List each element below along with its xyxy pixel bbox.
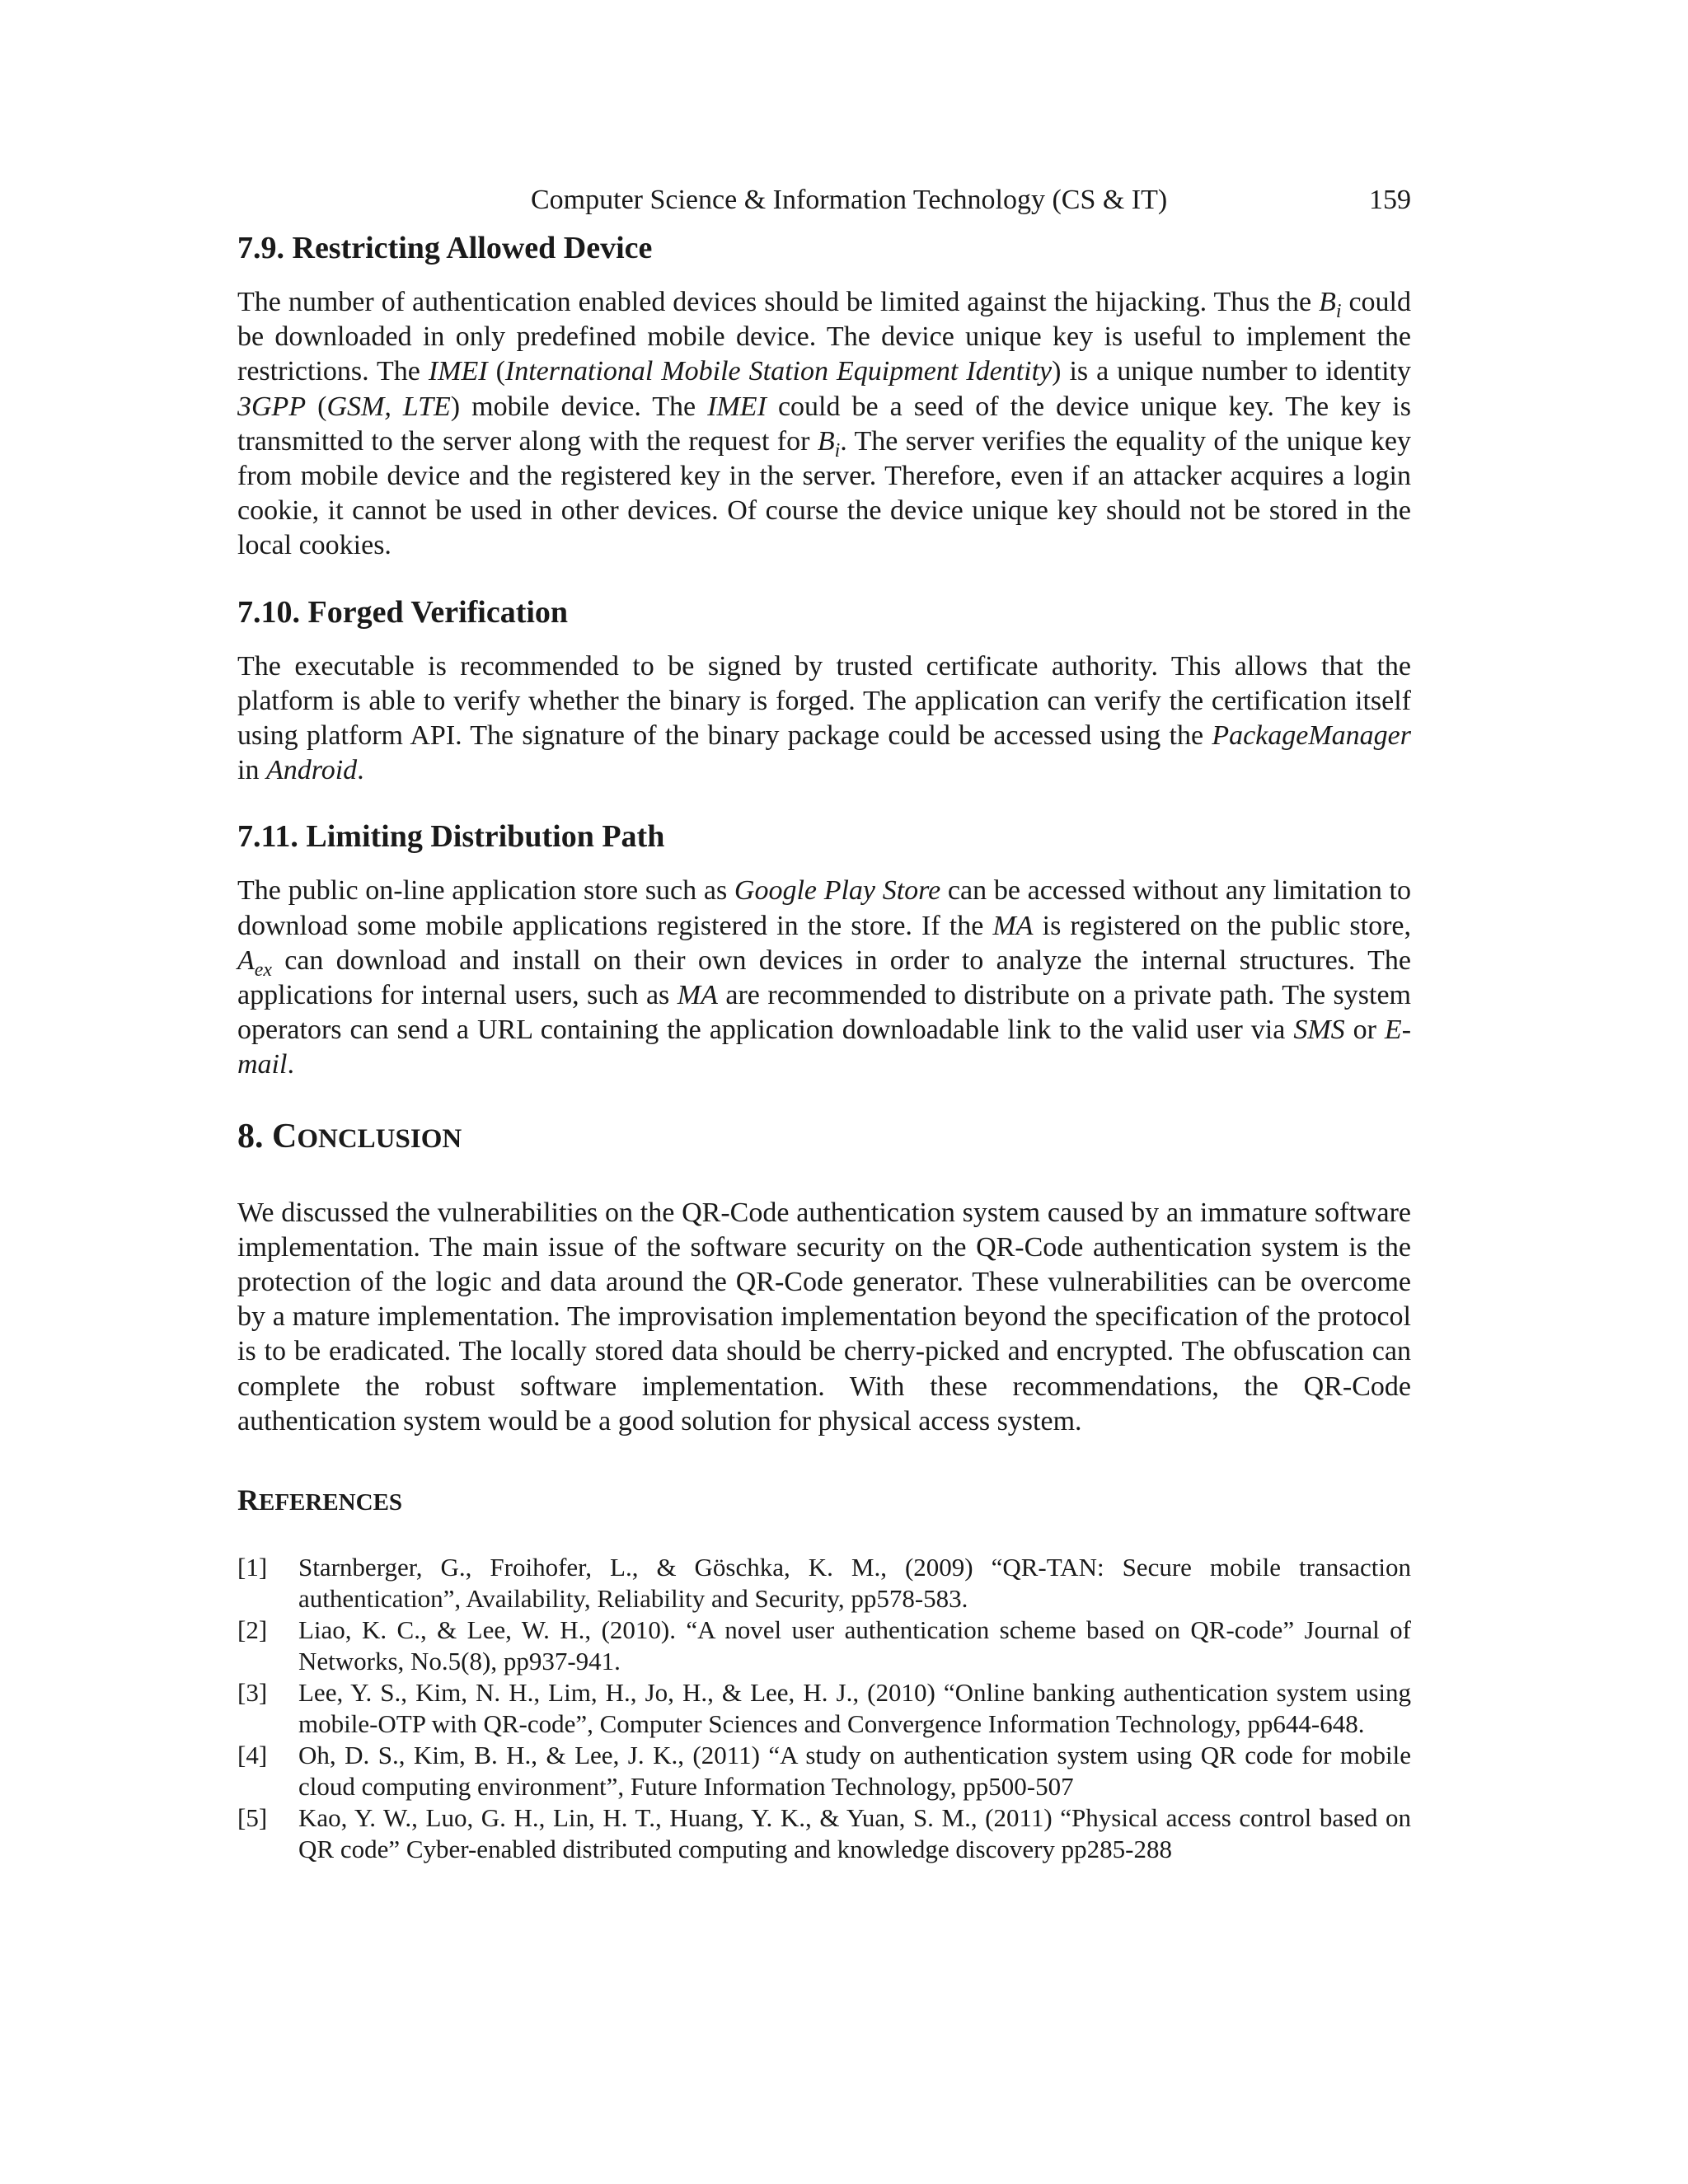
reference-item: [5] Kao, Y. W., Luo, G. H., Lin, H. T., Huang, Y. K., & Yuan, S. M., (2011) “Physical access control based on QR code” Cyber-enabled distributed computing and knowledge discovery pp285-288 — [237, 1803, 1411, 1864]
journal-name: Computer Science & Information Technology (CS & IT) — [531, 185, 1168, 215]
references-heading: REFERENCES — [237, 1483, 403, 1517]
section-heading-7-9: 7.9. Restricting Allowed Device — [237, 231, 653, 265]
running-header — [237, 180, 1411, 221]
reference-item: [1] Starnberger, G., Froihofer, L., & Göschka, K. M., (2009) “QR-TAN: Secure mobile transaction authentication”, Availability, Reliability and Security, pp578-583. — [237, 1553, 1411, 1614]
references-list — [237, 1552, 1411, 1865]
paper-page — [237, 180, 1411, 1865]
section-heading-7-11: 7.11. Limiting Distribution Path — [237, 819, 665, 855]
reference-item: [2] Liao, K. C., & Lee, W. H., (2010). “A novel user authentication scheme based on QR-code” Journal of Networks, No.5(8), pp937-941. — [237, 1615, 1411, 1676]
page-number: 159 — [1369, 185, 1411, 215]
paragraph-7-10: The executable is recommended to be signed by trusted certificate authority. This allows that the platform is able to verify whether the binary is forged. The application can verify the certification itself using platform API. The signature of the binary package could be accessed using the PackageManager in Android. — [237, 650, 1411, 786]
reference-item: [3] Lee, Y. S., Kim, N. H., Lim, H., Jo, H., & Lee, H. J., (2010) “Online banking authentication system using mobile-OTP with QR-code”, Computer Sciences and Convergence Information Technology, pp644-648. — [237, 1678, 1411, 1739]
reference-item: [4] Oh, D. S., Kim, B. H., & Lee, J. K., (2011) “A study on authentication system using QR code for mobile cloud computing environment”, Future Information Technology, pp500-507 — [237, 1741, 1411, 1802]
section-heading-7-10: 7.10. Forged Verification — [237, 594, 569, 630]
paragraph-7-9: The number of authentication enabled devices should be limited against the hijacking. Thus the $B_i$ could be downloaded in only predefined mobile device. The device unique key is useful to implement the restrictions. The IMEI (International Mobile Station Equipment Identity) is a unique number to identity 3GPP (GSM, LTE) mobile device. The IMEI could be a seed of the device unique key. The key is transmitted to the server along with the request for $B_i$. The server verifies the equality of the unique key from mobile device and the registered key in the server. Therefore, even if an attacker acquires a login cookie, it cannot be used in other devices. Of course the device unique key should not be stored in the local cookies. — [237, 287, 1411, 561]
paragraph-conclusion: We discussed the vulnerabilities on the QR-Code authentication system caused by an immature software implementation. The main issue of the software security on the QR-Code authentication system is the protection of the logic and data around the QR-Code generator. These vulnerabilities can be overcome by a mature implementation. The improvisation implementation beyond the specification of the protocol is to be eradicated. The locally stored data should be cherry-picked and encrypted. The obfuscation can complete the robust software implementation. With these recommendations, the QR-Code authentication system would be a good solution for physical access system. — [237, 1197, 1411, 1436]
paragraph-7-11: The public on-line application store such as Google Play Store can be accessed without any limitation to download some mobile applications registered in the store. If the MA is registered on the public store, $A_{ex}$ can download and install on their own devices in order to analyze the internal structures. The applications for internal users, such as MA are recommended to distribute on a private path. The system operators can send a URL containing the application downloadable link to the valid user via SMS or E-mail. — [237, 875, 1412, 1080]
section-heading-conclusion: 8. CONCLUSION — [237, 1117, 462, 1155]
